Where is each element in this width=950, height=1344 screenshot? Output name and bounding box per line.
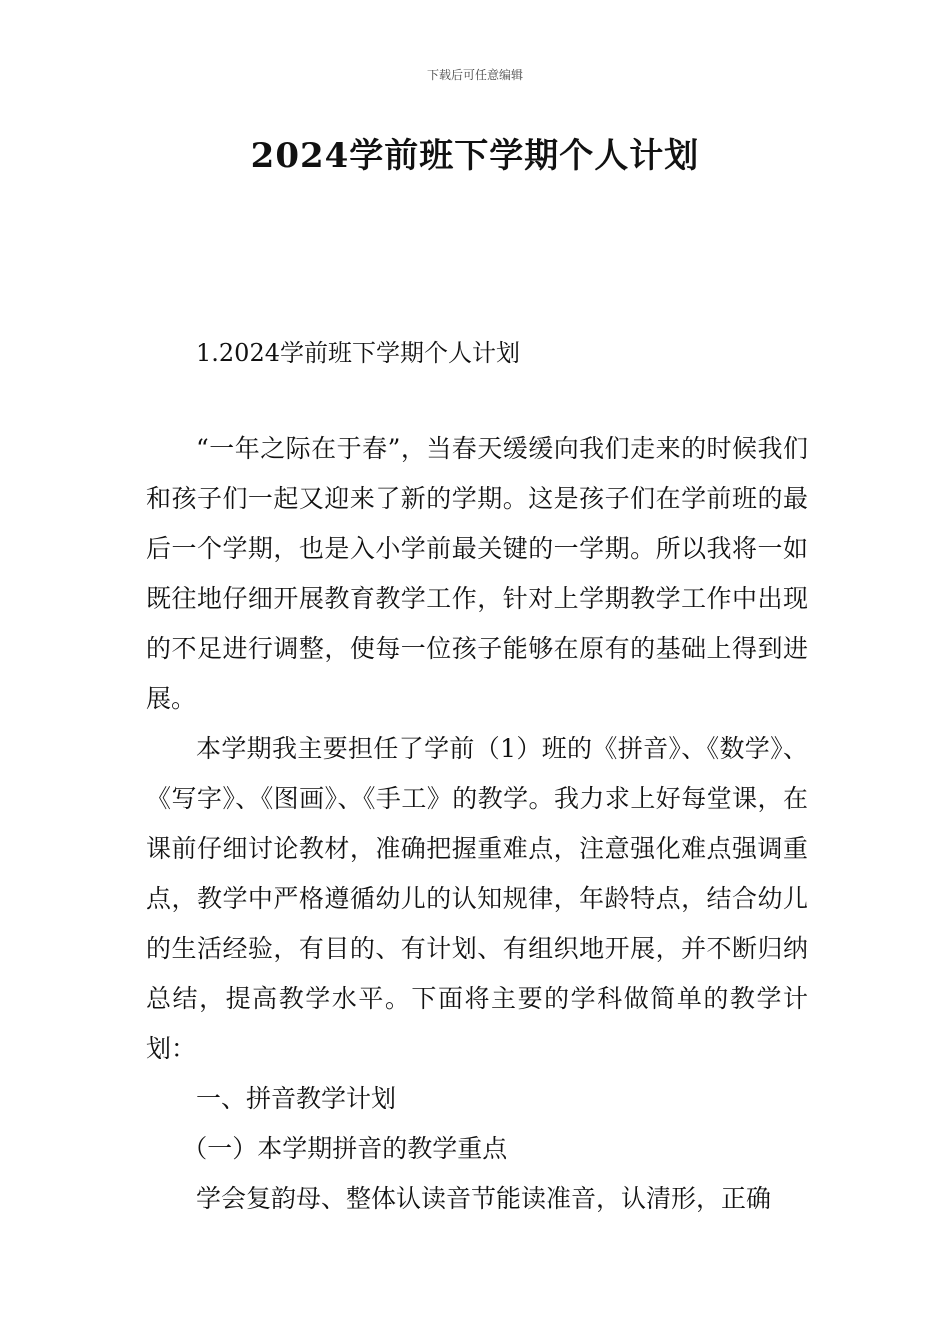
paragraph-pinyin-focus: 学会复韵母、整体认读音节能读准音，认清形，正确 — [196, 1184, 772, 1213]
subheading-pinyin-focus: （一）本学期拼音的教学重点 — [182, 1134, 508, 1163]
header-note: 下载后可任意编辑 — [426, 68, 523, 82]
body-text — [146, 424, 808, 1224]
section-heading: 1.2024学前班下学期个人计划 — [196, 339, 520, 367]
document-title: 2024学前班下学期个人计划 — [250, 136, 700, 176]
paragraph-teaching: 本学期我主要担任了学前（1）班的《拼音》、《数学》、《写字》、《图画》、《手工》的教学。我力求上好每堂课，在课前仔细讨论教材，准确把握重难点，注意强化难点强调重点，教学中严格遵循幼儿的认知规律，年龄特点，结合幼儿的生活经验，有目的、有计划、有组织地开展，并不断归纳总结，提高教学水平。下面将主要的学科做简单的教学计划： — [146, 734, 808, 1063]
paragraph-intro: “一年之际在于春”，当春天缓缓向我们走来的时候我们和孩子们一起又迎来了新的学期。这是孩子们在学前班的最后一个学期，也是入小学前最关键的一学期。所以我将一如既往地仔细开展教育教学工作，针对上学期教学工作中出现的不足进行调整，使每一位孩子能够在原有的基础上得到进展。 — [146, 434, 808, 713]
subheading-pinyin-plan: 一、拼音教学计划 — [196, 1084, 397, 1113]
